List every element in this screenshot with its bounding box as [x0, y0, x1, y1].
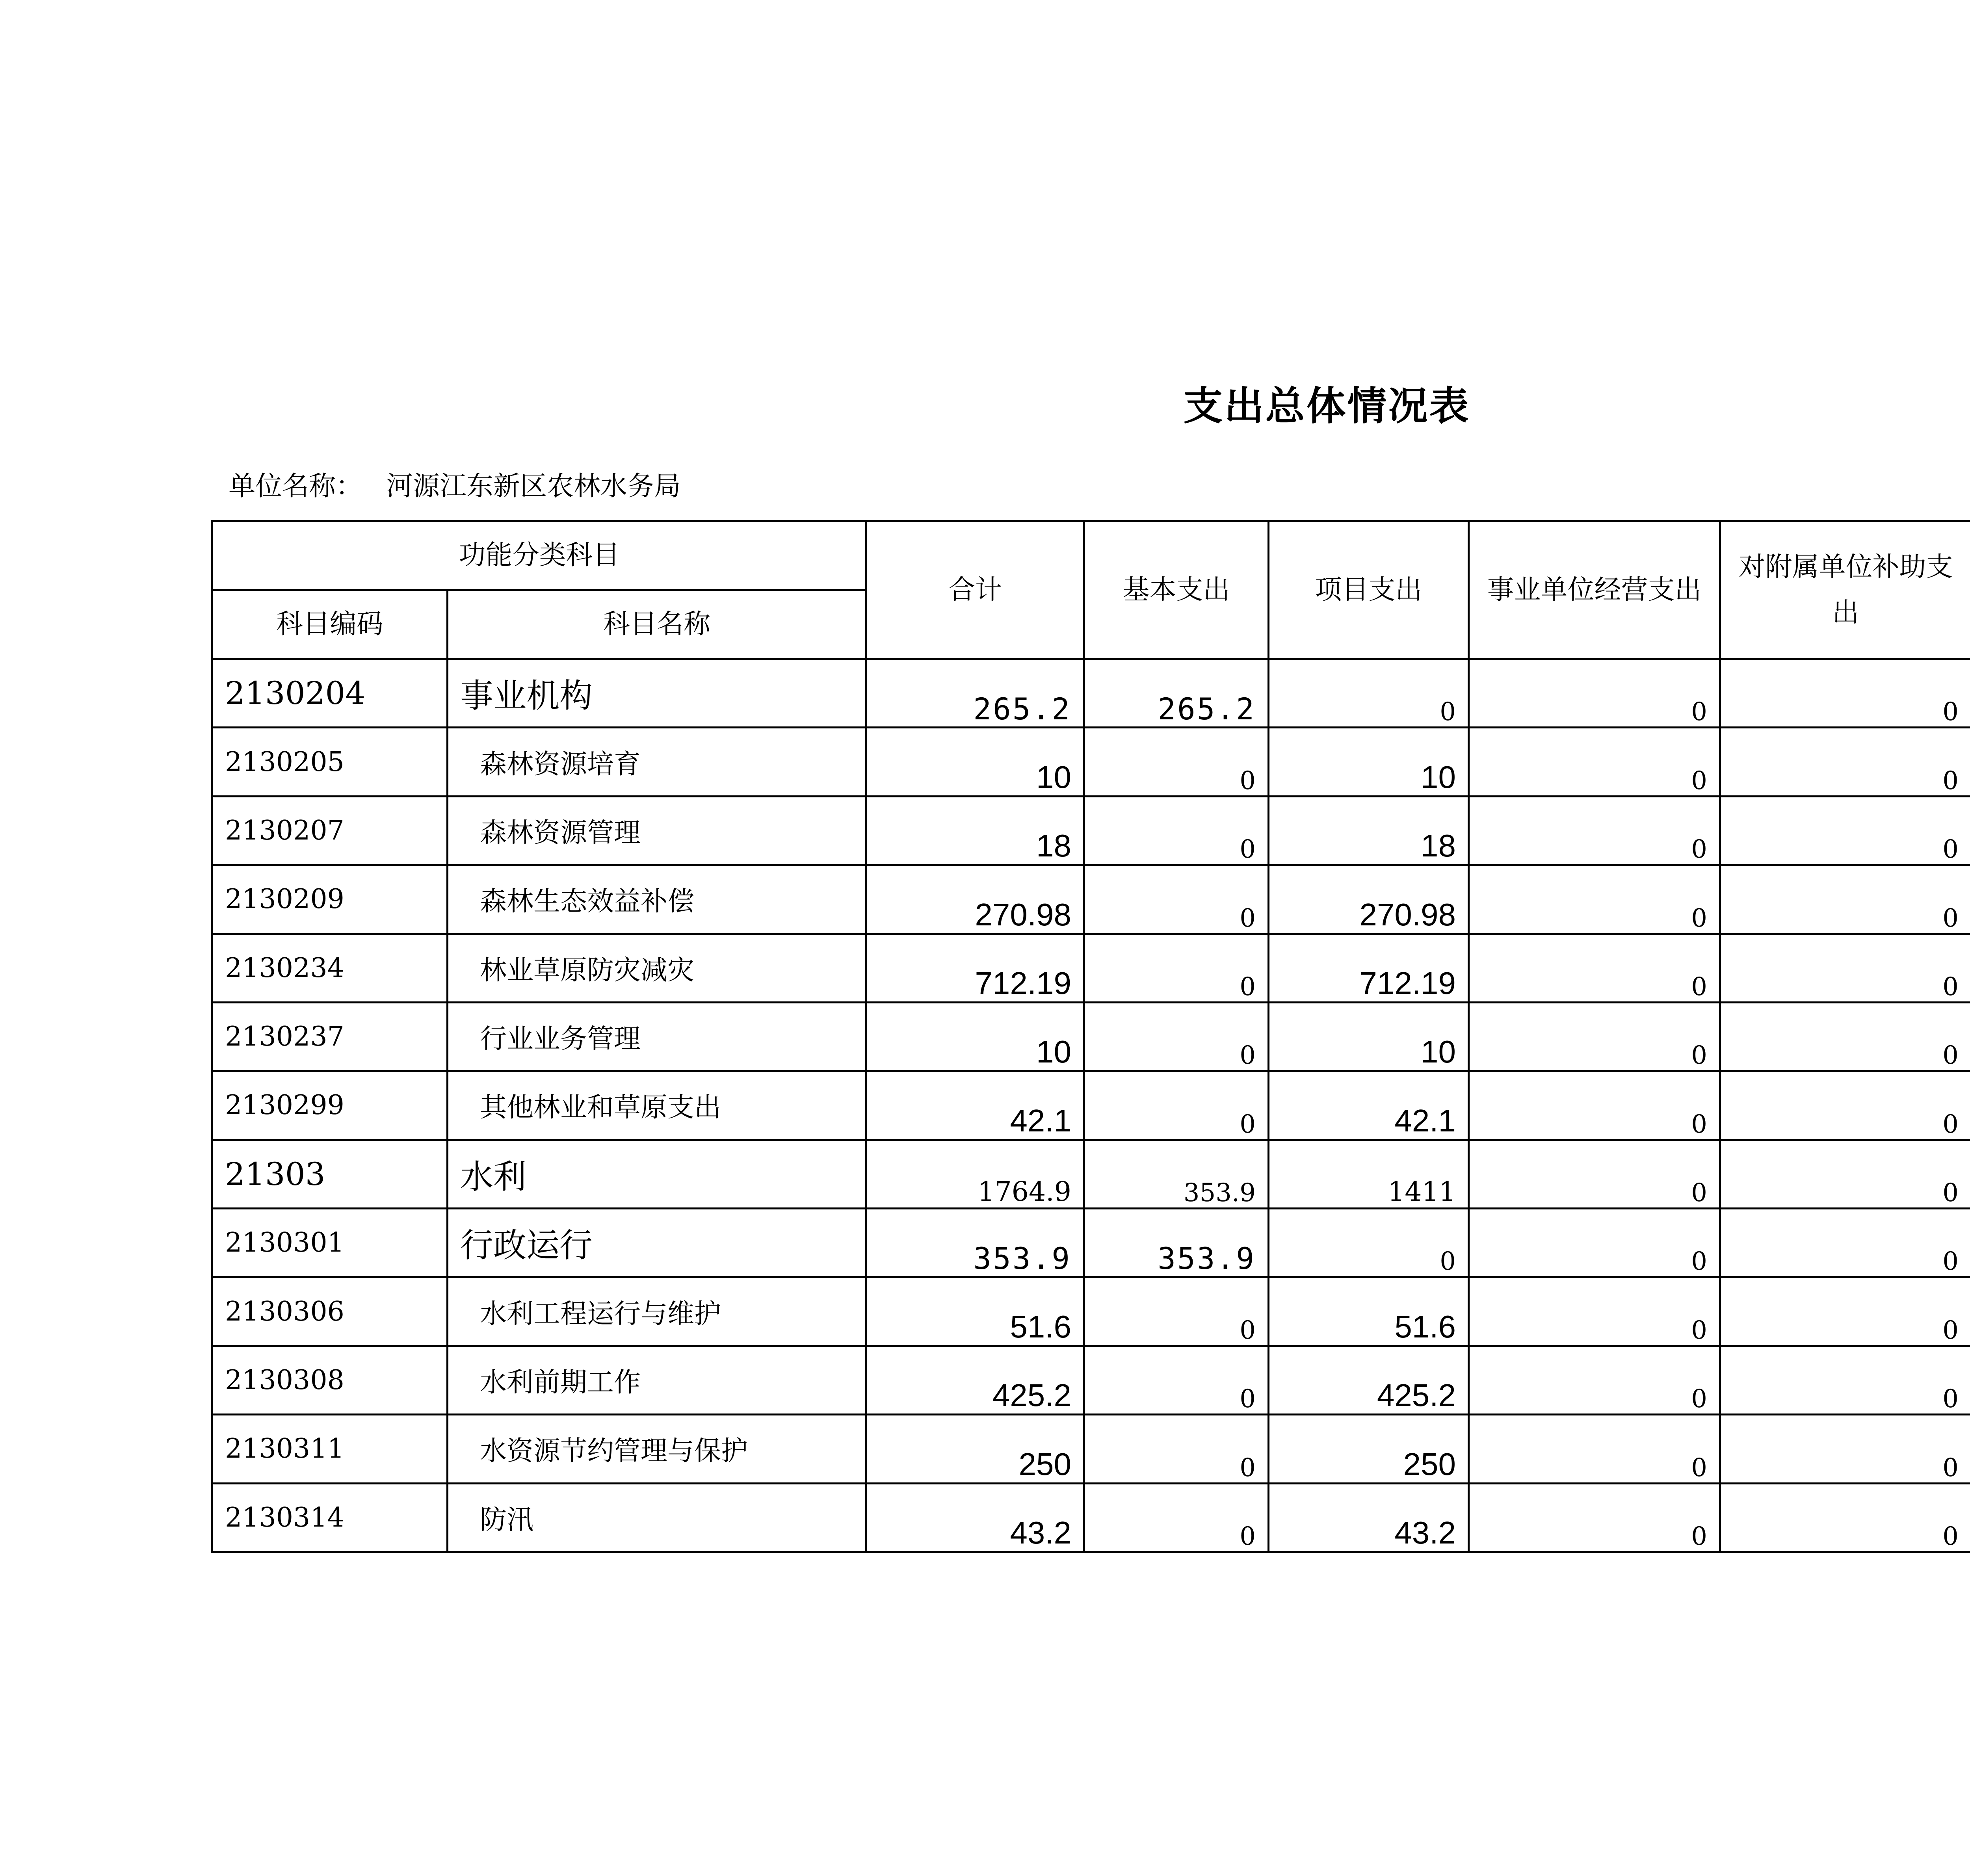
business-value: 0 — [1469, 1483, 1720, 1552]
project-value: 712.19 — [1269, 934, 1469, 1002]
project-value: 42.1 — [1269, 1071, 1469, 1140]
subject-name: 行业业务管理 — [448, 1002, 866, 1071]
subject-name: 森林生态效益补偿 — [448, 865, 866, 934]
subsidy-value: 0 — [1720, 1415, 1970, 1483]
business-value: 0 — [1469, 1140, 1720, 1208]
subject-name: 水利工程运行与维护 — [448, 1277, 866, 1346]
subsidy-value: 0 — [1720, 728, 1970, 796]
basic-value: 265.2 — [1084, 659, 1269, 728]
business-value: 0 — [1469, 1346, 1720, 1414]
subsidy-value: 0 — [1720, 1140, 1970, 1208]
subject-code: 2130207 — [212, 796, 448, 865]
business-value: 0 — [1469, 1209, 1720, 1277]
table-row — [212, 659, 1970, 728]
total-value: 51.6 — [866, 1277, 1084, 1346]
total-value: 18 — [866, 796, 1084, 865]
total-value: 250 — [866, 1415, 1084, 1483]
unit-name-line — [229, 465, 681, 503]
project-value: 0 — [1269, 1209, 1469, 1277]
basic-value: 0 — [1084, 728, 1269, 796]
total-value: 270.98 — [866, 865, 1084, 934]
subsidy-value: 0 — [1720, 865, 1970, 934]
subsidy-value: 0 — [1720, 1346, 1970, 1414]
project-value: 10 — [1269, 1002, 1469, 1071]
total-value: 353.9 — [866, 1209, 1084, 1277]
subject-code: 2130299 — [212, 1071, 448, 1140]
subject-code: 2130234 — [212, 934, 448, 1002]
header-total: 合计 — [866, 521, 1084, 659]
subsidy-value: 0 — [1720, 1483, 1970, 1552]
subject-name: 水资源节约管理与保护 — [448, 1415, 866, 1483]
table-row — [212, 1209, 1970, 1277]
table-row — [212, 728, 1970, 796]
project-value: 425.2 — [1269, 1346, 1469, 1414]
project-value: 18 — [1269, 796, 1469, 865]
subject-name: 事业机构 — [448, 659, 866, 728]
header-basic-expenditure: 基本支出 — [1084, 521, 1269, 659]
table-row — [212, 865, 1970, 934]
subject-code: 2130205 — [212, 728, 448, 796]
business-value: 0 — [1469, 1415, 1720, 1483]
business-value: 0 — [1469, 728, 1720, 796]
total-value: 10 — [866, 1002, 1084, 1071]
group-header-functional-category: 功能分类科目 — [212, 521, 866, 590]
subsidy-value: 0 — [1720, 659, 1970, 728]
basic-value: 0 — [1084, 865, 1269, 934]
subject-code: 2130311 — [212, 1415, 448, 1483]
table-row — [212, 1140, 1970, 1208]
basic-value: 0 — [1084, 1277, 1269, 1346]
subject-name: 防汛 — [448, 1483, 866, 1552]
table-row — [212, 1071, 1970, 1140]
subject-name: 水利前期工作 — [448, 1346, 866, 1414]
unit-name: 河源江东新区农林水务局 — [386, 471, 681, 502]
business-value: 0 — [1469, 1277, 1720, 1346]
basic-value: 0 — [1084, 796, 1269, 865]
total-value: 1764.9 — [866, 1140, 1084, 1208]
header-subsidy-expenditure: 对附属单位补助支出 — [1720, 521, 1970, 659]
header-subject-name: 科目名称 — [448, 590, 866, 659]
subsidy-value: 0 — [1720, 1002, 1970, 1071]
project-value: 1411 — [1269, 1140, 1469, 1208]
business-value: 0 — [1469, 796, 1720, 865]
basic-value: 0 — [1084, 1483, 1269, 1552]
header-project-expenditure: 项目支出 — [1269, 521, 1469, 659]
subject-code: 2130237 — [212, 1002, 448, 1071]
subject-code: 2130301 — [212, 1209, 448, 1277]
basic-value: 353.9 — [1084, 1209, 1269, 1277]
total-value: 42.1 — [866, 1071, 1084, 1140]
subject-name: 水利 — [448, 1140, 866, 1208]
basic-value: 0 — [1084, 1002, 1269, 1071]
subsidy-value: 0 — [1720, 1209, 1970, 1277]
subsidy-value: 0 — [1720, 934, 1970, 1002]
subject-code: 2130209 — [212, 865, 448, 934]
business-value: 0 — [1469, 934, 1720, 1002]
project-value: 43.2 — [1269, 1483, 1469, 1552]
basic-value: 0 — [1084, 1071, 1269, 1140]
basic-value: 0 — [1084, 934, 1269, 1002]
subject-code: 2130204 — [212, 659, 448, 728]
subject-name: 林业草原防灾减灾 — [448, 934, 866, 1002]
expense-table — [211, 520, 1970, 1553]
table-row — [212, 1277, 1970, 1346]
table-row — [212, 934, 1970, 1002]
total-value: 265.2 — [866, 659, 1084, 728]
subject-name: 其他林业和草原支出 — [448, 1071, 866, 1140]
basic-value: 0 — [1084, 1346, 1269, 1414]
business-value: 0 — [1469, 1071, 1720, 1140]
total-value: 712.19 — [866, 934, 1084, 1002]
subsidy-value: 0 — [1720, 796, 1970, 865]
business-value: 0 — [1469, 659, 1720, 728]
business-value: 0 — [1469, 865, 1720, 934]
total-value: 43.2 — [866, 1483, 1084, 1552]
unit-name-label: 单位名称： — [229, 471, 363, 502]
subject-code: 2130308 — [212, 1346, 448, 1414]
subject-name: 森林资源管理 — [448, 796, 866, 865]
subject-code: 2130306 — [212, 1277, 448, 1346]
subsidy-value: 0 — [1720, 1277, 1970, 1346]
project-value: 0 — [1269, 659, 1469, 728]
basic-value: 353.9 — [1084, 1140, 1269, 1208]
table-row — [212, 1415, 1970, 1483]
total-value: 425.2 — [866, 1346, 1084, 1414]
total-value: 10 — [866, 728, 1084, 796]
table-row — [212, 1346, 1970, 1414]
subject-name: 森林资源培育 — [448, 728, 866, 796]
table-row — [212, 796, 1970, 865]
page-title: 支出总体情况表 — [1183, 383, 1470, 429]
table-row — [212, 1002, 1970, 1071]
project-value: 51.6 — [1269, 1277, 1469, 1346]
header-business-expenditure: 事业单位经营支出 — [1469, 521, 1720, 659]
business-value: 0 — [1469, 1002, 1720, 1071]
subject-code: 21303 — [212, 1140, 448, 1208]
subject-code: 2130314 — [212, 1483, 448, 1552]
subsidy-value: 0 — [1720, 1071, 1970, 1140]
table-row — [212, 1483, 1970, 1552]
basic-value: 0 — [1084, 1415, 1269, 1483]
project-value: 250 — [1269, 1415, 1469, 1483]
subject-name: 行政运行 — [448, 1209, 866, 1277]
header-subject-code: 科目编码 — [212, 590, 448, 659]
project-value: 270.98 — [1269, 865, 1469, 934]
project-value: 10 — [1269, 728, 1469, 796]
